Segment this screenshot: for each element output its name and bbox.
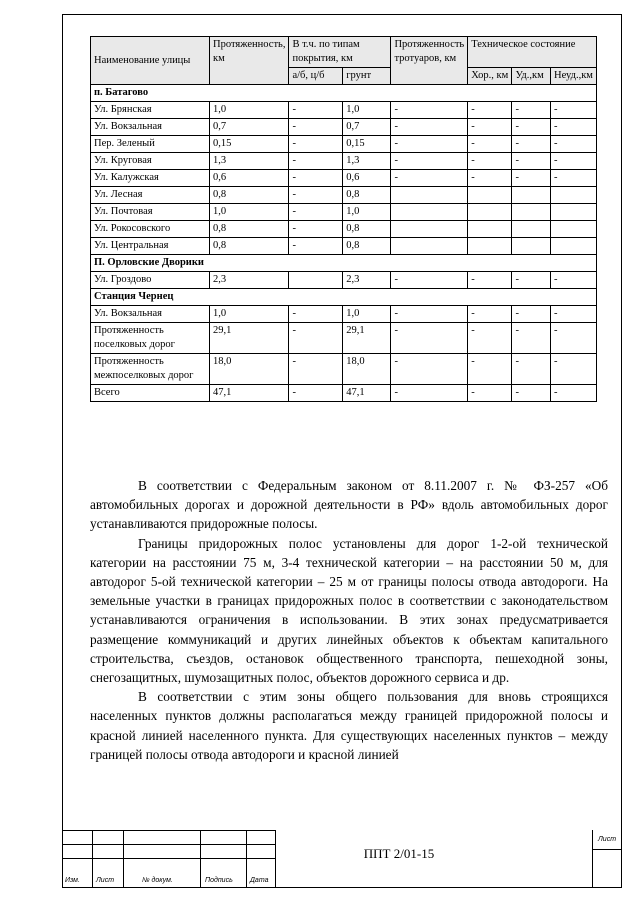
value-cell <box>551 238 597 255</box>
header-by-cover: В т.ч. по типам покрытия, км <box>289 37 391 68</box>
value-cell: - <box>289 354 343 385</box>
value-cell <box>551 221 597 238</box>
table-row <box>91 354 597 385</box>
header-asphalt: а/б, ц/б <box>289 68 343 85</box>
table-row <box>91 187 597 204</box>
value-cell: 1,0 <box>210 102 289 119</box>
value-cell: - <box>289 136 343 153</box>
street-name-cell: Протяженность межпоселковых дорог <box>91 354 210 385</box>
value-cell <box>512 221 551 238</box>
table-row <box>91 136 597 153</box>
value-cell <box>512 204 551 221</box>
value-cell: - <box>391 136 468 153</box>
title-block <box>62 830 622 888</box>
value-cell: 0,8 <box>343 187 391 204</box>
roads-table <box>90 36 597 402</box>
value-cell: - <box>391 323 468 354</box>
value-cell <box>551 204 597 221</box>
header-name: Наименование улицы <box>91 37 210 85</box>
stamp-date-label: Дата <box>250 877 269 884</box>
value-cell: - <box>289 385 343 402</box>
street-name-cell: Ул. Рокосовского <box>91 221 210 238</box>
value-cell: 0,15 <box>210 136 289 153</box>
value-cell: - <box>468 306 512 323</box>
value-cell: - <box>468 323 512 354</box>
value-cell: 0,8 <box>210 221 289 238</box>
street-name-cell: Всего <box>91 385 210 402</box>
body-text <box>90 476 608 764</box>
value-cell: - <box>512 170 551 187</box>
table-row <box>91 385 597 402</box>
value-cell: 1,0 <box>210 204 289 221</box>
value-cell: 0,15 <box>343 136 391 153</box>
value-cell: 1,0 <box>343 102 391 119</box>
value-cell: - <box>289 153 343 170</box>
value-cell: 1,0 <box>210 306 289 323</box>
street-name-cell: Ул. Центральная <box>91 238 210 255</box>
value-cell: 18,0 <box>343 354 391 385</box>
value-cell: - <box>512 119 551 136</box>
value-cell <box>391 187 468 204</box>
value-cell: - <box>468 119 512 136</box>
value-cell: 2,3 <box>343 272 391 289</box>
value-cell: - <box>551 306 597 323</box>
value-cell: 1,0 <box>343 306 391 323</box>
value-cell: - <box>468 102 512 119</box>
value-cell: - <box>391 170 468 187</box>
value-cell: - <box>512 272 551 289</box>
value-cell: - <box>391 354 468 385</box>
street-name-cell: Пер. Зеленый <box>91 136 210 153</box>
street-name-cell: Ул. Круговая <box>91 153 210 170</box>
value-cell: - <box>468 385 512 402</box>
value-cell: 29,1 <box>343 323 391 354</box>
value-cell: 0,8 <box>343 238 391 255</box>
header-satisf: Уд.,км <box>512 68 551 85</box>
table-row <box>91 272 597 289</box>
value-cell <box>391 204 468 221</box>
value-cell: - <box>468 354 512 385</box>
value-cell <box>512 187 551 204</box>
value-cell: - <box>391 153 468 170</box>
value-cell: 18,0 <box>210 354 289 385</box>
value-cell: - <box>512 354 551 385</box>
street-name-cell: Ул. Вокзальная <box>91 119 210 136</box>
street-name-cell: Ул. Вокзальная <box>91 306 210 323</box>
table-row <box>91 170 597 187</box>
value-cell: 0,6 <box>210 170 289 187</box>
value-cell: - <box>468 272 512 289</box>
value-cell: - <box>391 272 468 289</box>
table-row <box>91 221 597 238</box>
paragraph: В соответствии с Федеральным законом от 8.11.2007 г. № ФЗ-257 «Об автомобильных дорогах и дорожной деятельности в РФ» вдоль автомобильных дорог устанавливаются придорожные полосы. <box>90 478 608 532</box>
stamp-signature-label: Подпись <box>205 877 233 884</box>
street-name-cell: Ул. Брянская <box>91 102 210 119</box>
value-cell: - <box>289 204 343 221</box>
header-tech-state: Техническое состояние <box>468 37 597 68</box>
value-cell: 0,8 <box>343 221 391 238</box>
value-cell: - <box>391 385 468 402</box>
value-cell: 0,7 <box>210 119 289 136</box>
section-title: Станция Чернец <box>91 289 597 306</box>
value-cell <box>468 221 512 238</box>
value-cell: - <box>512 102 551 119</box>
value-cell: - <box>289 119 343 136</box>
value-cell: 1,3 <box>343 153 391 170</box>
stamp-list-label: Лист <box>96 877 115 884</box>
street-name-cell: Ул. Почтовая <box>91 204 210 221</box>
stamp-izm-label: Изм. <box>65 877 80 884</box>
header-ground: грунт <box>343 68 391 85</box>
table-row <box>91 204 597 221</box>
document-code: ППТ 2/01-15 <box>363 846 435 861</box>
section-title: п. Батагово <box>91 85 597 102</box>
street-name-cell: Ул. Гроздово <box>91 272 210 289</box>
value-cell: 0,8 <box>210 238 289 255</box>
value-cell: - <box>289 238 343 255</box>
section-row <box>91 289 597 306</box>
value-cell: - <box>468 170 512 187</box>
value-cell <box>391 221 468 238</box>
stamp-doc-label: № докум. <box>142 877 173 884</box>
value-cell: - <box>512 323 551 354</box>
value-cell: 0,6 <box>343 170 391 187</box>
value-cell: - <box>289 323 343 354</box>
value-cell <box>289 272 343 289</box>
value-cell: - <box>551 153 597 170</box>
table-row <box>91 238 597 255</box>
value-cell: - <box>391 119 468 136</box>
value-cell: - <box>551 323 597 354</box>
value-cell <box>468 187 512 204</box>
value-cell <box>468 238 512 255</box>
roads-table-body <box>91 85 597 402</box>
value-cell: - <box>551 385 597 402</box>
value-cell: - <box>551 102 597 119</box>
value-cell: 2,3 <box>210 272 289 289</box>
value-cell <box>551 187 597 204</box>
value-cell: - <box>512 153 551 170</box>
table-row <box>91 323 597 354</box>
value-cell: - <box>512 136 551 153</box>
value-cell: - <box>391 306 468 323</box>
value-cell: 1,3 <box>210 153 289 170</box>
value-cell: - <box>551 136 597 153</box>
value-cell: - <box>289 306 343 323</box>
table-row <box>91 102 597 119</box>
value-cell: - <box>289 221 343 238</box>
value-cell: 1,0 <box>343 204 391 221</box>
value-cell: - <box>551 272 597 289</box>
value-cell <box>512 238 551 255</box>
value-cell <box>391 238 468 255</box>
stamp-sheet-label: Лист <box>598 836 617 843</box>
value-cell: - <box>468 136 512 153</box>
street-name-cell: Протяженность поселковых дорог <box>91 323 210 354</box>
street-name-cell: Ул. Лесная <box>91 187 210 204</box>
value-cell: 29,1 <box>210 323 289 354</box>
value-cell <box>468 204 512 221</box>
value-cell: - <box>551 354 597 385</box>
section-row <box>91 255 597 272</box>
value-cell: - <box>468 153 512 170</box>
value-cell: - <box>289 102 343 119</box>
value-cell: - <box>551 119 597 136</box>
header-sidewalk: Протяженность тротуаров, км <box>391 37 468 85</box>
paragraph: В соответствии с этим зоны общего пользования для вновь строящихся населенных пунктов должны располагаться между границей придорожной полосы и красной линией населенного пункта. Для существующих населенных пунктов – между границей полосы отвода автодороги и красной линией <box>90 689 608 762</box>
value-cell: - <box>391 102 468 119</box>
table-row <box>91 119 597 136</box>
value-cell: - <box>289 170 343 187</box>
value-cell: - <box>289 187 343 204</box>
header-good: Хор., км <box>468 68 512 85</box>
street-name-cell: Ул. Калужская <box>91 170 210 187</box>
paragraph: Границы придорожных полос установлены для дорог 1-2-ой технической категории на расстоянии 75 м, 3-4 технической категории – на расстоянии 50 м, для автодорог 5-ой технической категории – 25 м от границы полосы отвода автодороги. На земельные участки в границах придорожных полос в соответствии с законодательством устанавливаются ограничения в использовании. В этих зонах предусматривается размещение коммуникаций и других линейных объектов к объектам капитального строительства, съездов, остановок общественного транспорта, пешеходной зоны, снегозащитных, шумозащитных полос, объектов дорожного сервиса и др. <box>90 535 608 686</box>
value-cell: 0,8 <box>210 187 289 204</box>
section-row <box>91 85 597 102</box>
value-cell: - <box>512 385 551 402</box>
section-title: П. Орловские Дворики <box>91 255 597 272</box>
value-cell: 47,1 <box>343 385 391 402</box>
value-cell: 47,1 <box>210 385 289 402</box>
table-row <box>91 306 597 323</box>
value-cell: - <box>551 170 597 187</box>
header-length: Протяженность, км <box>210 37 289 85</box>
table-row <box>91 153 597 170</box>
value-cell: - <box>512 306 551 323</box>
header-unsatisf: Неуд.,км <box>551 68 597 85</box>
value-cell: 0,7 <box>343 119 391 136</box>
